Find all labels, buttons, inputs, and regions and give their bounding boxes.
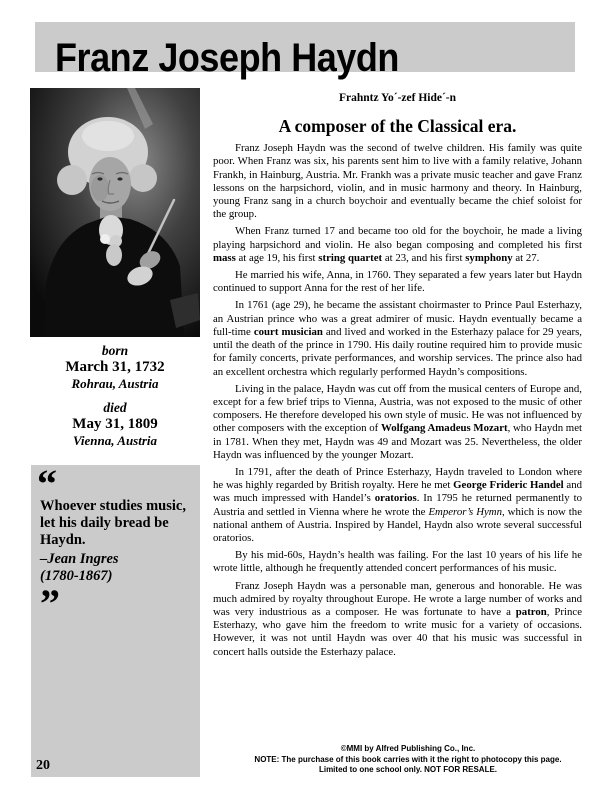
quote-box <box>31 461 200 777</box>
born-date: March 31, 1732 <box>65 358 165 375</box>
paragraph: In 1761 (age 29), he became the assistant choirmaster to Prince Paul Esterhazy, an Austrian prince who was a great admirer of music. Haydn eventually became a full-time court musician and lived and worked in the Esterhazy palace for 29 years, until the death of the prince in 1790. His daily routine required him to provide music for family concerts, private performances, and worship services. The prince also had an excellent orchestra which regularly performed Haydn’s compositions. <box>213 299 582 378</box>
resale-line: Limited to one school only. NOT FOR RESALE. <box>318 765 498 774</box>
pronunciation: Frahntz Yo´-zef Hide´-n <box>338 92 457 104</box>
section-heading: A composer of the Classical era. <box>278 116 517 136</box>
quote-text: Whoever studies music, let his daily bread be Haydn. <box>40 498 186 548</box>
open-quote-mark: “ <box>37 461 57 506</box>
paragraph: Franz Joseph Haydn was the second of twelve children. His family was quite poor. When Franz was six, his parents sent him to live with a family relative, Johann Frankh, in Hainburg, Austria. Mr. Frankh was a private music teacher and gave Franz lessons on the harpsichord, violin, and in music harmony and theory. In Hainburg, young Franz sang in a church boychoir and eventually became the chief soloist for the group. <box>213 142 582 221</box>
died-label: died <box>103 400 127 416</box>
footer-notice <box>213 744 603 776</box>
paragraph: He married his wife, Anna, in 1760. They separated a few years later but Haydn continued to support Anna for the rest of her life. <box>213 269 582 295</box>
born-place: Rohrau, Austria <box>71 376 159 392</box>
close-quote-mark: ” <box>40 580 60 626</box>
haydn-portrait-image <box>30 88 200 337</box>
main-column <box>213 92 582 663</box>
paragraph: In 1791, after the death of Prince Esterhazy, Haydn traveled to London where he was highly regarded by British royalty. Here he met George Frideric Handel and was much impressed with Handel’s oratorios. In 1795 he returned permanently to Austria and settled in Vienna where he wrote the Emperor’s Hymn, which is now the national anthem of Austria. Inspired by Handel, Haydn also wrote several successful oratorios. <box>213 465 582 544</box>
vitals-block <box>30 343 200 448</box>
page-number: 20 <box>36 758 50 773</box>
paragraph: By his mid-60s, Haydn’s health was failing. For the last 10 years of his life he wrote little, although he frequently attended concert performances of his music. <box>213 549 582 575</box>
body-paragraphs <box>213 142 582 659</box>
haydn-portrait <box>30 88 200 337</box>
paragraph: Franz Joseph Haydn was a personable man, generous and honorable. He was much admired by royalty throughout Europe. He wrote a large number of works and was very industrious as a composer. He was fortunate to have a patron, Prince Esterhazy, who gave him the freedom to write music for a variety of occasions. However, it was not until Haydn was over 40 that his music was successful in concert halls outside the Esterhazy palace. <box>213 579 582 658</box>
died-date: May 31, 1809 <box>72 415 158 432</box>
paragraph: Living in the palace, Haydn was cut off from the musical centers of Europe and, except for a few brief trips to Vienna, Austria, was not exposed to the music of other composers. He therefore developed his own style of music. He was not influenced by other composers with the exception of Wolfgang Amadeus Mozart, who Haydn met in 1781. When they met, Haydn was 49 and Mozart was 25. Nevertheless, the older Haydn was influenced by the younger Mozart. <box>213 382 583 461</box>
quote-attribution-years: (1780-1867) <box>40 567 113 584</box>
born-label: born <box>101 343 129 358</box>
died-place: Vienna, Austria <box>72 433 158 449</box>
title-banner <box>35 22 575 80</box>
quote-attribution <box>40 551 192 585</box>
copyright-line: ©MMI by Alfred Publishing Co., Inc. <box>340 744 476 753</box>
quote-attribution-name: –Jean Ingres <box>40 550 119 567</box>
paragraph: When Franz turned 17 and became too old for the boychoir, he made a living playing harpsichord and violin. He also began composing and completed his first mass at age 19, his first string quartet at 23, and his first symphony at 27. <box>213 225 582 264</box>
note-line: NOTE: The purchase of this book carries with it the right to photocopy this page. <box>254 754 562 764</box>
page-title: Franz Joseph Haydn <box>55 36 399 80</box>
